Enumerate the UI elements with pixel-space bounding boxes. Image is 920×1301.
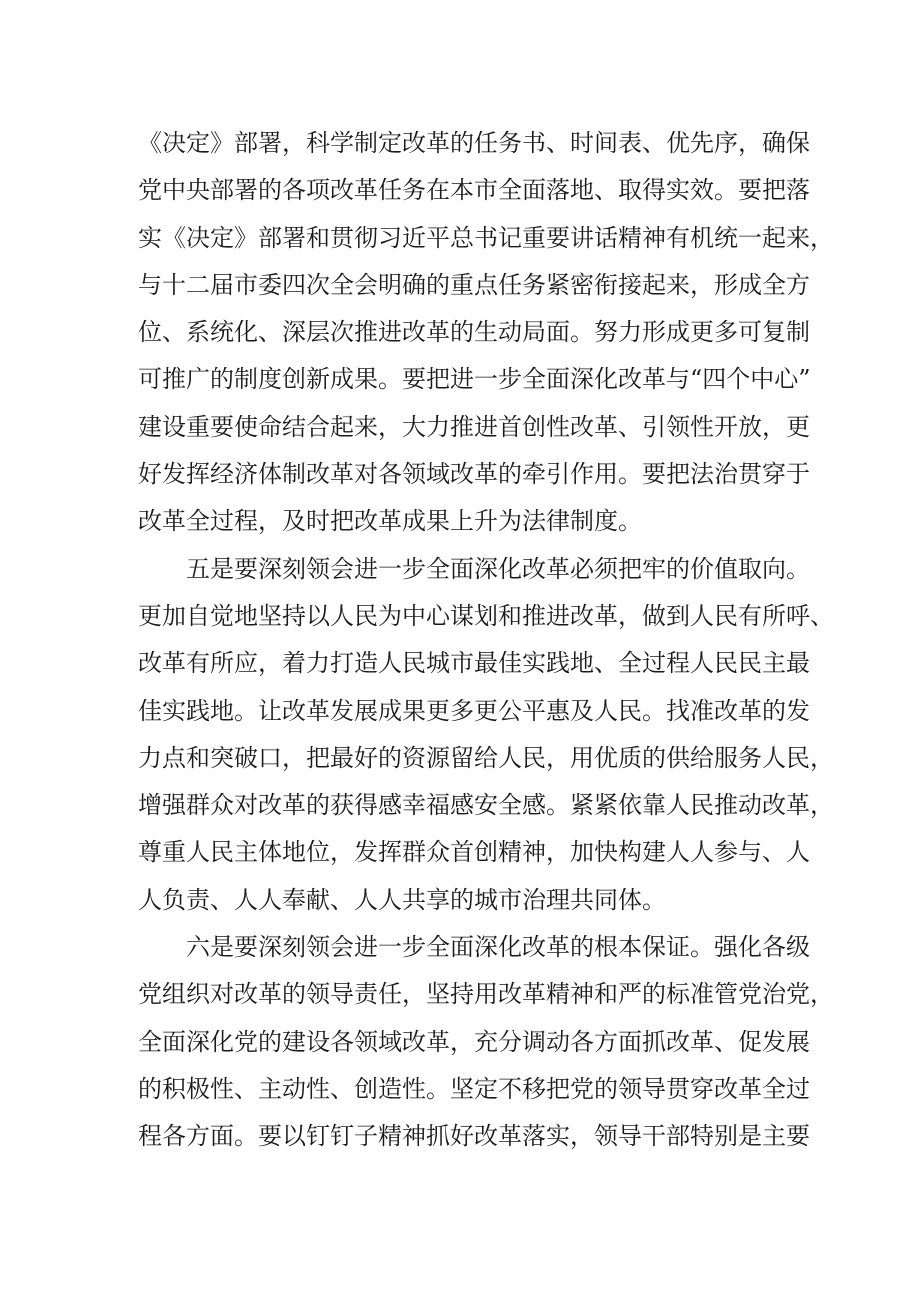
text-line: 人负责、人人奉献、人人共享的城市治理共同体。 [138,885,666,914]
text-line: 全面深化党的建设各领域改革，充分调动各方面抓改革、促发展 [138,1027,810,1056]
text-line: 党中央部署的各项改革任务在本市全面落地、取得实效。要把落 [138,176,810,205]
text-line: 改革全过程，及时把改革成果上升为法律制度。 [138,507,642,536]
text-line: 的积极性、主动性、创造性。坚定不移把党的领导贯穿改革全过 [138,1074,810,1103]
text-line: 好发挥经济体制改革对各领域改革的牵引作用。要把法治贯穿于 [138,460,810,489]
text-line: 程各方面。要以钉钉子精神抓好改革落实，领导干部特别是主要 [138,1122,810,1151]
paragraph-2 [138,546,834,924]
text-line: 党组织对改革的领导责任，坚持用改革精神和严的标准管党治党， [138,980,834,1009]
text-line: 增强群众对改革的获得感幸福感安全感。紧紧依靠人民推动改革， [138,791,834,820]
text-line: 佳实践地。让改革发展成果更多更公平惠及人民。找准改革的发 [138,696,810,725]
text-line: 位、系统化、深层次推进改革的生动局面。努力形成更多可复制 [138,318,810,347]
text-line: 与十二届市委四次全会明确的重点任务紧密衔接起来，形成全方 [138,270,810,299]
text-line: 力点和突破口，把最好的资源留给人民，用优质的供给服务人民， [138,743,834,772]
text-line: 《决定》部署，科学制定改革的任务书、时间表、优先序，确保 [138,129,810,157]
text-line: 实《决定》部署和贯彻习近平总书记重要讲话精神有机统一起来， [138,223,834,252]
text-line: 改革有所应，着力打造人民城市最佳实践地、全过程人民民主最 [138,649,810,678]
paragraph-1 [138,120,834,546]
text-line: 建设重要使命结合起来，大力推进首创性改革、引领性开放，更 [138,412,810,441]
text-line: 更加自觉地坚持以人民为中心谋划和推进改革，做到人民有所呼、 [138,601,834,630]
text-line: 六是要深刻领会进一步全面深化改革的根本保证。强化各级 [186,933,810,962]
text-line: 尊重人民主体地位，发挥群众首创精神，加快构建人人参与、人 [138,838,810,867]
document-body [138,120,834,1161]
text-line: 五是要深刻领会进一步全面深化改革必须把牢的价值取向。 [186,554,810,583]
text-line: 可推广的制度创新成果。要把进一步全面深化改革与“四个中心” [138,365,811,394]
paragraph-3 [138,924,834,1160]
